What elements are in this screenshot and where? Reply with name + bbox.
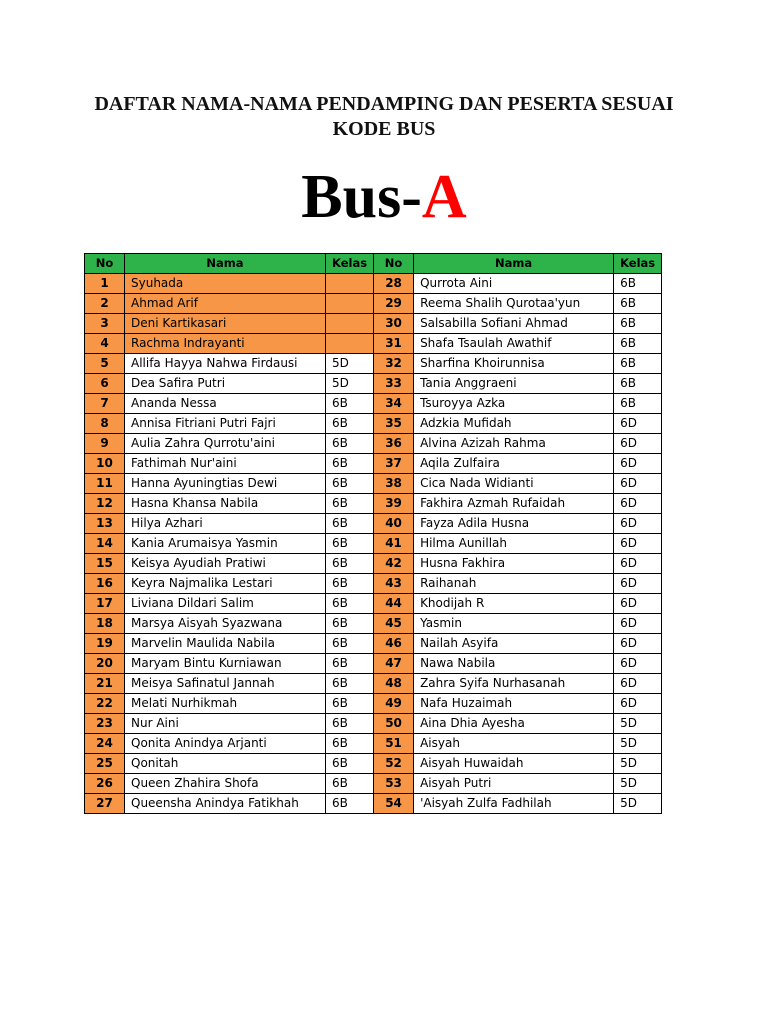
cell-no: 33 (374, 374, 414, 394)
table-row (85, 454, 662, 474)
table-row (85, 374, 662, 394)
cell-nama: 'Aisyah Zulfa Fadhilah (414, 794, 614, 814)
cell-kelas: 5D (614, 794, 662, 814)
cell-kelas: 6B (326, 434, 374, 454)
cell-nama: Deni Kartikasari (125, 314, 326, 334)
cell-kelas: 6D (614, 414, 662, 434)
cell-kelas: 6B (326, 454, 374, 474)
cell-kelas: 6B (326, 674, 374, 694)
table-header-row (85, 254, 662, 274)
cell-no: 53 (374, 774, 414, 794)
cell-kelas: 6B (326, 514, 374, 534)
cell-nama: Aina Dhia Ayesha (414, 714, 614, 734)
header-no-left: No (85, 254, 125, 274)
cell-nama: Maryam Bintu Kurniawan (125, 654, 326, 674)
cell-kelas: 6B (614, 334, 662, 354)
cell-nama: Syuhada (125, 274, 326, 294)
cell-no: 39 (374, 494, 414, 514)
document-heading (0, 92, 768, 142)
cell-no: 27 (85, 794, 125, 814)
header-nama-right: Nama (414, 254, 614, 274)
cell-no: 5 (85, 354, 125, 374)
header-kelas-left: Kelas (326, 254, 374, 274)
cell-no: 15 (85, 554, 125, 574)
cell-nama: Reema Shalih Qurotaa'yun (414, 294, 614, 314)
cell-kelas: 6B (614, 374, 662, 394)
cell-kelas: 6D (614, 674, 662, 694)
cell-nama: Meisya Safinatul Jannah (125, 674, 326, 694)
table-row (85, 514, 662, 534)
cell-nama: Zahra Syifa Nurhasanah (414, 674, 614, 694)
table-row (85, 394, 662, 414)
cell-kelas (326, 314, 374, 334)
table-row (85, 494, 662, 514)
table-row (85, 674, 662, 694)
cell-no: 45 (374, 614, 414, 634)
cell-nama: Qonita Anindya Arjanti (125, 734, 326, 754)
cell-kelas (326, 294, 374, 314)
cell-no: 3 (85, 314, 125, 334)
cell-kelas: 6D (614, 454, 662, 474)
cell-no: 1 (85, 274, 125, 294)
cell-kelas (326, 274, 374, 294)
cell-kelas: 6B (326, 574, 374, 594)
cell-nama: Ananda Nessa (125, 394, 326, 414)
cell-kelas: 5D (614, 754, 662, 774)
cell-nama: Kania Arumaisya Yasmin (125, 534, 326, 554)
cell-no: 37 (374, 454, 414, 474)
cell-kelas: 6D (614, 494, 662, 514)
header-kelas-right: Kelas (614, 254, 662, 274)
cell-nama: Tsuroyya Azka (414, 394, 614, 414)
cell-nama: Khodijah R (414, 594, 614, 614)
cell-kelas: 6B (326, 654, 374, 674)
cell-no: 30 (374, 314, 414, 334)
cell-kelas: 6D (614, 554, 662, 574)
heading-line-2: KODE BUS (332, 118, 436, 140)
cell-nama: Qonitah (125, 754, 326, 774)
cell-nama: Keyra Najmalika Lestari (125, 574, 326, 594)
table-row (85, 734, 662, 754)
cell-no: 2 (85, 294, 125, 314)
cell-nama: Nafa Huzaimah (414, 694, 614, 714)
cell-no: 12 (85, 494, 125, 514)
cell-no: 31 (374, 334, 414, 354)
cell-no: 52 (374, 754, 414, 774)
cell-kelas: 6B (326, 494, 374, 514)
table-row (85, 414, 662, 434)
cell-nama: Aisyah Huwaidah (414, 754, 614, 774)
cell-no: 23 (85, 714, 125, 734)
bus-title (0, 164, 768, 230)
cell-nama: Cica Nada Widianti (414, 474, 614, 494)
cell-kelas: 6B (326, 534, 374, 554)
cell-nama: Queen Zhahira Shofa (125, 774, 326, 794)
cell-no: 50 (374, 714, 414, 734)
cell-nama: Marvelin Maulida Nabila (125, 634, 326, 654)
cell-no: 26 (85, 774, 125, 794)
table-row (85, 654, 662, 674)
cell-nama: Aisyah Putri (414, 774, 614, 794)
cell-no: 20 (85, 654, 125, 674)
cell-kelas: 6B (326, 474, 374, 494)
cell-nama: Adzkia Mufidah (414, 414, 614, 434)
cell-kelas: 6B (326, 694, 374, 714)
cell-no: 28 (374, 274, 414, 294)
cell-nama: Nawa Nabila (414, 654, 614, 674)
cell-no: 19 (85, 634, 125, 654)
cell-kelas: 5D (326, 354, 374, 374)
cell-nama: Shafa Tsaulah Awathif (414, 334, 614, 354)
cell-nama: Keisya Ayudiah Pratiwi (125, 554, 326, 574)
cell-no: 54 (374, 794, 414, 814)
bus-prefix: Bus- (301, 163, 422, 231)
cell-nama: Hasna Khansa Nabila (125, 494, 326, 514)
cell-nama: Melati Nurhikmah (125, 694, 326, 714)
cell-kelas: 6B (614, 394, 662, 414)
cell-kelas: 6B (326, 794, 374, 814)
cell-kelas: 5D (326, 374, 374, 394)
table-row (85, 554, 662, 574)
cell-no: 4 (85, 334, 125, 354)
header-no-right: No (374, 254, 414, 274)
cell-kelas: 6D (614, 694, 662, 714)
cell-no: 46 (374, 634, 414, 654)
cell-nama: Alvina Azizah Rahma (414, 434, 614, 454)
cell-kelas: 6B (614, 294, 662, 314)
table-row (85, 534, 662, 554)
cell-kelas: 6B (326, 554, 374, 574)
table-row (85, 354, 662, 374)
cell-no: 40 (374, 514, 414, 534)
cell-kelas: 5D (614, 734, 662, 754)
cell-no: 43 (374, 574, 414, 594)
cell-nama: Rachma Indrayanti (125, 334, 326, 354)
cell-nama: Hilya Azhari (125, 514, 326, 534)
cell-kelas: 6D (614, 514, 662, 534)
cell-nama: Tania Anggraeni (414, 374, 614, 394)
cell-kelas: 6B (614, 274, 662, 294)
cell-nama: Liviana Dildari Salim (125, 594, 326, 614)
cell-no: 21 (85, 674, 125, 694)
cell-kelas: 6D (614, 634, 662, 654)
cell-no: 49 (374, 694, 414, 714)
table-row (85, 334, 662, 354)
table-row (85, 754, 662, 774)
cell-nama: Fakhira Azmah Rufaidah (414, 494, 614, 514)
cell-nama: Raihanah (414, 574, 614, 594)
cell-kelas: 5D (614, 714, 662, 734)
table-row (85, 274, 662, 294)
cell-no: 7 (85, 394, 125, 414)
table-row (85, 574, 662, 594)
cell-kelas: 6B (614, 314, 662, 334)
cell-no: 13 (85, 514, 125, 534)
cell-kelas (326, 334, 374, 354)
cell-nama: Dea Safira Putri (125, 374, 326, 394)
cell-no: 34 (374, 394, 414, 414)
table-row (85, 314, 662, 334)
cell-nama: Aulia Zahra Qurrotu'aini (125, 434, 326, 454)
cell-no: 36 (374, 434, 414, 454)
cell-no: 16 (85, 574, 125, 594)
heading-line-1: DAFTAR NAMA-NAMA PENDAMPING DAN PESERTA SESUAI (94, 93, 674, 115)
table-row (85, 634, 662, 654)
cell-nama: Sharfina Khoirunnisa (414, 354, 614, 374)
cell-nama: Fathimah Nur'aini (125, 454, 326, 474)
cell-kelas: 6B (326, 414, 374, 434)
cell-no: 44 (374, 594, 414, 614)
cell-nama: Aisyah (414, 734, 614, 754)
cell-nama: Annisa Fitriani Putri Fajri (125, 414, 326, 434)
cell-nama: Salsabilla Sofiani Ahmad (414, 314, 614, 334)
table-row (85, 474, 662, 494)
cell-nama: Husna Fakhira (414, 554, 614, 574)
cell-no: 47 (374, 654, 414, 674)
cell-kelas: 6B (326, 754, 374, 774)
cell-no: 32 (374, 354, 414, 374)
cell-no: 22 (85, 694, 125, 714)
cell-nama: Hilma Aunillah (414, 534, 614, 554)
cell-kelas: 6B (326, 614, 374, 634)
cell-no: 18 (85, 614, 125, 634)
cell-no: 10 (85, 454, 125, 474)
table-row (85, 614, 662, 634)
cell-nama: Ahmad Arif (125, 294, 326, 314)
cell-kelas: 6D (614, 574, 662, 594)
cell-kelas: 6D (614, 474, 662, 494)
cell-no: 29 (374, 294, 414, 314)
table-row (85, 774, 662, 794)
cell-kelas: 6B (326, 394, 374, 414)
cell-no: 51 (374, 734, 414, 754)
cell-nama: Qurrota Aini (414, 274, 614, 294)
header-nama-left: Nama (125, 254, 326, 274)
cell-no: 35 (374, 414, 414, 434)
cell-kelas: 6B (326, 734, 374, 754)
cell-kelas: 6B (326, 774, 374, 794)
cell-nama: Queensha Anindya Fatikhah (125, 794, 326, 814)
cell-kelas: 5D (614, 774, 662, 794)
table-row (85, 794, 662, 814)
table-row (85, 594, 662, 614)
cell-kelas: 6D (614, 594, 662, 614)
cell-kelas: 6D (614, 434, 662, 454)
cell-nama: Yasmin (414, 614, 614, 634)
cell-no: 6 (85, 374, 125, 394)
cell-no: 9 (85, 434, 125, 454)
cell-kelas: 6D (614, 614, 662, 634)
cell-kelas: 6B (614, 354, 662, 374)
cell-no: 41 (374, 534, 414, 554)
table-row (85, 714, 662, 734)
cell-kelas: 6D (614, 654, 662, 674)
cell-no: 38 (374, 474, 414, 494)
cell-no: 11 (85, 474, 125, 494)
cell-no: 48 (374, 674, 414, 694)
cell-nama: Fayza Adila Husna (414, 514, 614, 534)
cell-kelas: 6B (326, 594, 374, 614)
bus-letter: A (421, 163, 467, 231)
table-row (85, 694, 662, 714)
cell-no: 42 (374, 554, 414, 574)
table-row (85, 434, 662, 454)
cell-no: 24 (85, 734, 125, 754)
cell-nama: Marsya Aisyah Syazwana (125, 614, 326, 634)
roster-table (84, 253, 662, 814)
cell-kelas: 6D (614, 534, 662, 554)
cell-nama: Nailah Asyifa (414, 634, 614, 654)
cell-kelas: 6B (326, 634, 374, 654)
cell-nama: Hanna Ayuningtias Dewi (125, 474, 326, 494)
cell-nama: Allifa Hayya Nahwa Firdausi (125, 354, 326, 374)
cell-nama: Nur Aini (125, 714, 326, 734)
table-row (85, 294, 662, 314)
cell-no: 25 (85, 754, 125, 774)
cell-no: 8 (85, 414, 125, 434)
cell-kelas: 6B (326, 714, 374, 734)
cell-nama: Aqila Zulfaira (414, 454, 614, 474)
cell-no: 17 (85, 594, 125, 614)
cell-no: 14 (85, 534, 125, 554)
